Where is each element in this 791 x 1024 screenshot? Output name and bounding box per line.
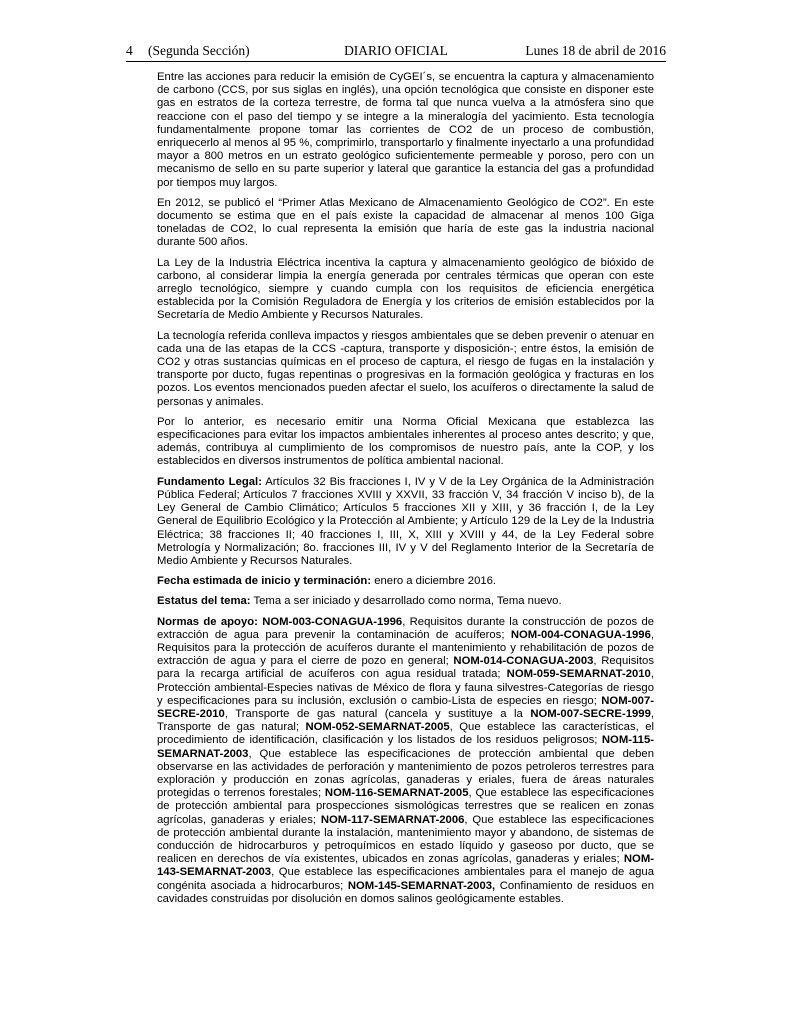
norma-code: NOM-004-CONAGUA-1996: [510, 628, 651, 641]
paragraph-atlas: En 2012, se publicó el “Primer Atlas Mexicano de Almacenamiento Geológico de CO2”. En este documento se estima que en el país existe la capacidad de almacenar al menos 100 Giga toneladas de CO2, lo cual representa la emisión que haría de este gas la industria nacional durante 500 años.: [157, 196, 654, 249]
header-publication-title: DIARIO OFICIAL: [344, 43, 448, 58]
norma-code: NOM-059-SEMARNAT-2010: [506, 668, 651, 681]
fecha-estimada: [157, 575, 654, 588]
estatus-tema: [157, 595, 654, 608]
fundamento-text: Artículos 32 Bis fracciones I, IV y V de la Ley Orgánica de la Administración Pública Federal; Artículos 7 fracciones XVIII y XXVII, 33 fracción V, 34 fracción V inciso b), de la Ley General de Cambio Climático; Artículos 5 fracciones XII y XIII, y 36 fracción I, de la Ley General de Equilibrio Ecológico y la Protección al Ambiente; y Artículo 129 de la Ley de la Industria Eléctrica; 38 fracciones II; 40 fracciones I, III, X, XIII y XVIII y 44, de la Ley Federal sobre Metrología y Normalización; 8o. fracciones III, IV y V del Reglamento Interior de la Secretaría de Medio Ambiente y Recursos Naturales.: [157, 475, 654, 567]
norma-code: NOM-116-SEMARNAT-2005: [324, 787, 469, 800]
norma-description: , Que establece las especificaciones de protección ambiental durante la instalación, mantenimiento mayor y abandono, de sistemas de conducción de hidrocarburos y petroquímicos en estado líquido y gaseoso por ducto, que se realicen en derechos de vía existentes, ubicados en zonas agrícolas, ganaderas y eriales;: [157, 813, 654, 866]
norma-description: , Protección ambiental-Especies nativas de México de flora y fauna silvestres-Categorías de riesgo y especificaciones para su inclusión, exclusión o cambio-Lista de especies en riesgo;: [157, 668, 654, 707]
header-divider: [126, 61, 666, 62]
norma-code: NOM-145-SEMARNAT-2003,: [347, 879, 496, 892]
page-header: [126, 42, 666, 60]
header-section: (Segunda Sección): [148, 43, 250, 58]
fecha-text: enero a diciembre 2016.: [371, 575, 497, 588]
norma-description: Confinamiento de residuos en cavidades construidas por disolución en domos salinos geológicamente estables.: [157, 879, 654, 905]
header-page-number: 4: [126, 43, 133, 58]
fundamento-label: Fundamento Legal:: [157, 475, 262, 488]
estatus-text: Tema a ser iniciado y desarrollado como norma, Tema nuevo.: [250, 595, 562, 608]
norma-description: , Que establece las especificaciones de protección ambiental que deben observarse en las actividades de perforación y mantenimiento de pozos petroleros terrestres para exploración y producción en zonas agrícolas, ganaderas y eriales, fuera de áreas naturales protegidas o terrenos forestales;: [157, 747, 654, 800]
paragraph-ccs-intro: Entre las acciones para reducir la emisión de CyGEI´s, se encuentra la captura y almacenamiento de carbono (CCS, por sus siglas en inglés), una opción tecnológica que consiste en disponer este gas en estratos de la corteza terrestre, de forma tal que nunca vuelva a la atmósfera sino que reaccione con el paso del tiempo y se integre a la mineralogía del yacimiento. Esta tecnología fundamentalmente propone tomar las corrientes de CO2 de un proceso de combustión, enriquecerlo al menos al 95 %, comprimirlo, transportarlo y finalmente inyectarlo a una profundidad mayor a 800 metros en un estrato geológico suficientemente permeable y poroso, pero con un mecanismo de sello en su parte superior y lateral que garantice la estancia del gas a profundidad por tiempos muy largos.: [157, 71, 654, 189]
fundamento-legal: [157, 476, 654, 568]
paragraph-riesgos: La tecnología referida conlleva impactos y riesgos ambientales que se deben prevenir o atenuar en cada una de las etapas de la CCS -captura, transporte y disposición-; entre éstos, la emisión de CO2 y otras sustancias químicas en el proceso de captura, el riesgo de fugas en la instalación y transporte por ducto, fugas repentinas o progresivas en la formación geológica y fracturas en los pozos. Los eventos mencionados pueden afectar el suelo, los acuíferos o directamente la salud de personas y animales.: [157, 329, 654, 408]
norma-code: NOM-007-SECRE-1999: [530, 707, 651, 720]
fecha-label: Fecha estimada de inicio y terminación:: [157, 575, 372, 588]
norma-code: NOM-014-CONAGUA-2003: [453, 655, 594, 668]
norma-description: , Requisitos para la recarga artificial de acuíferos con agua residual tratada;: [157, 655, 654, 681]
norma-description: , Que establece las especificaciones de protección ambiental para prospecciones sismológicas terrestres que se realicen en zonas agrícolas, ganaderas y eriales;: [157, 787, 654, 826]
norma-description: , Que establece las características, el procedimiento de identificación, clasificación y los listados de los residuos peligrosos;: [157, 721, 654, 747]
header-date: Lunes 18 de abril de 2016: [525, 43, 666, 58]
estatus-label: Estatus del tema:: [157, 595, 251, 608]
norma-code: NOM-115-SEMARNAT-2003: [157, 734, 654, 760]
norma-description: , Requisitos durante la construcción de pozos de extracción de agua para prevenir la contaminación de acuíferos;: [157, 615, 655, 641]
paragraph-ley-industria: La Ley de la Industria Eléctrica incentiva la captura y almacenamiento geológico de bióxido de carbono, al considerar limpia la energía generada por centrales térmicas que operan con este arreglo tecnológico, siempre y cuando cumpla con los requisitos de eficiencia energética establecida por la Comisión Reguladora de Energía y los criterios de emisión establecidos por la Secretaría de Medio Ambiente y Recursos Naturales.: [157, 256, 654, 322]
norma-code: NOM-003-CONAGUA-1996: [262, 615, 403, 628]
norma-code: NOM-117-SEMARNAT-2006: [320, 813, 465, 826]
norma-description: , Requisitos para la protección de acuíferos durante el mantenimiento y rehabilitación de pozos de extracción de agua y para el cierre de pozo en general;: [157, 628, 654, 668]
document-body: [157, 71, 654, 913]
norma-description: , Transporte de gas natural (cancela y sustituye a la: [224, 707, 531, 720]
norma-description: , Que establece las especificaciones ambientales para el manejo de agua congénita asociada a hidrocarburos;: [157, 866, 654, 892]
norma-code: NOM-007-SECRE-2010: [157, 694, 654, 720]
norma-code: NOM-052-SEMARNAT-2005: [305, 721, 450, 734]
paragraph-justificacion: Por lo anterior, es necesario emitir una Norma Oficial Mexicana que establezca las especificaciones para evitar los impactos ambientales inherentes al proceso antes descrito; y que, además, contribuya al cumplimiento de los compromisos de nuestro país, ante la COP, y los establecidos en diversos instrumentos de política ambiental nacional.: [157, 415, 654, 468]
norma-description: , Transporte de gas natural;: [157, 707, 654, 734]
normas-label: Normas de apoyo:: [157, 615, 258, 628]
norma-code: NOM-143-SEMARNAT-2003: [157, 853, 654, 879]
normas-apoyo: [157, 616, 654, 906]
